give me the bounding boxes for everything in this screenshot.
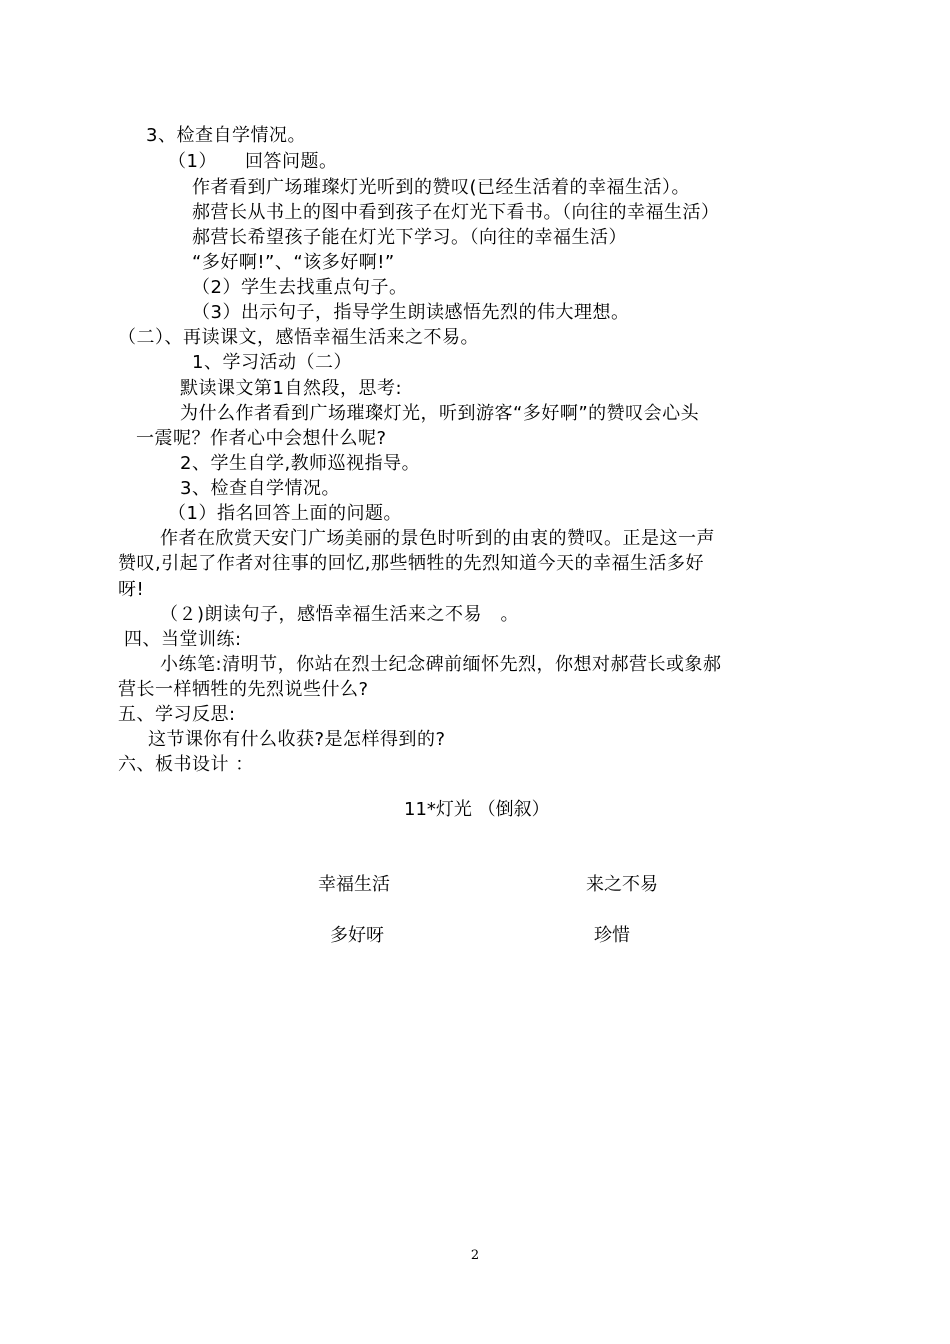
board-item: 多好呀 [330, 925, 384, 946]
text-line: 小练笔:清明节，你站在烈士纪念碑前缅怀先烈，你想对郝营长或象郝 [160, 654, 722, 675]
section-heading: （二）、再读课文，感悟幸福生活来之不易。 [118, 327, 479, 348]
text-line: 作者看到广场璀璨灯光听到的赞叹(已经生活着的幸福生活）。 [192, 177, 691, 198]
text-line: 赞叹,引起了作者对往事的回忆,那些牺牲的先烈知道今天的幸福生活多好 [118, 553, 704, 574]
text-line: 郝营长希望孩子能在灯光下学习。（向往的幸福生活） [192, 227, 627, 248]
text-line: 一震呢？作者心中会想什么呢? [136, 428, 387, 449]
text-line: （1）指名回答上面的问题。 [168, 503, 402, 524]
text-line: 3、检查自学情况。 [180, 478, 340, 499]
page-number: 2 [470, 1248, 480, 1263]
text-line: “多好啊!”、“该多好啊!” [192, 252, 395, 273]
section-heading: 四、当堂训练: [124, 629, 242, 650]
text-line: （3）出示句子，指导学生朗读感悟先烈的伟大理想。 [192, 302, 630, 323]
text-line: 营长一样牺牲的先烈说些什么? [118, 679, 369, 700]
board-item: 来之不易 [586, 874, 658, 895]
text-line: 默读课文第1自然段，思考: [180, 378, 403, 399]
text-line: 为什么作者看到广场璀璨灯光，听到游客“多好啊”的赞叹会心头 [180, 403, 700, 424]
text-line: 郝营长从书上的图中看到孩子在灯光下看书。（向往的幸福生活） [192, 202, 720, 223]
text-line: （2）学生去找重点句子。 [192, 277, 408, 298]
text-line: （２)朗读句子，感悟幸福生活来之不易 。 [160, 604, 520, 625]
text-line: 这节课你有什么收获?是怎样得到的? [148, 729, 446, 750]
text-line: 2、学生自学,教师巡视指导。 [180, 453, 421, 474]
text-line: 1、学习活动（二） [192, 352, 352, 373]
text-line: 呀! [118, 579, 145, 600]
board-title: 11*灯光 （倒叙） [404, 799, 550, 820]
section-heading: 五、学习反思: [118, 704, 236, 725]
text-line: 作者在欣赏天安门广场美丽的景色时听到的由衷的赞叹。正是这一声 [160, 528, 715, 549]
section-heading: 六、板书设计 ： [118, 754, 254, 775]
text-line: （1） 回答问题。 [168, 151, 338, 172]
board-item: 珍惜 [594, 925, 630, 946]
board-item: 幸福生活 [318, 874, 390, 895]
text-line: 3、检查自学情况。 [146, 125, 306, 146]
